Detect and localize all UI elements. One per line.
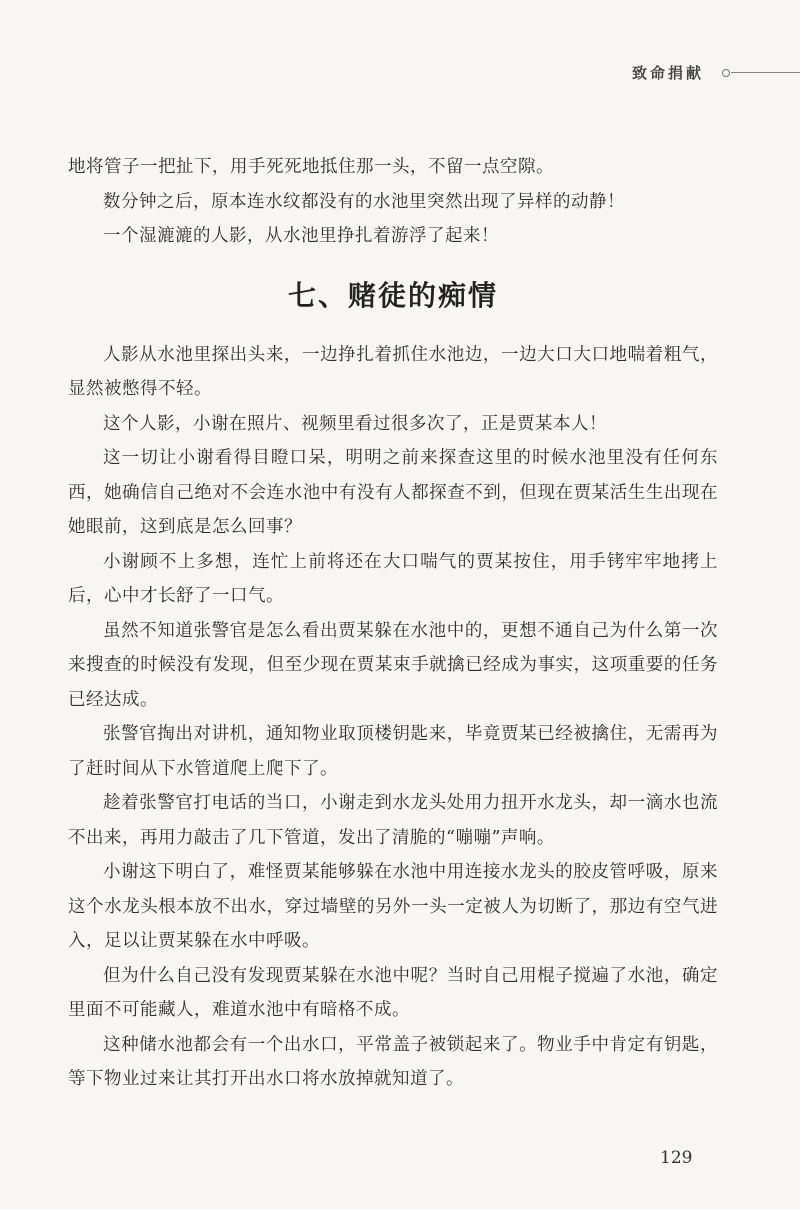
running-title: 致命捐献 (631, 64, 704, 82)
paragraph-continued: 地将管子一把扯下，用手死死地抵住那一头，不留一点空隙。 (68, 157, 554, 177)
paragraph: 这种储水池都会有一个出水口，平常盖子被锁起来了。物业手中肯定有钥匙，等下物业过来让其打开出水口将水放掉就知道了。 (68, 1034, 718, 1089)
paragraph: 这一切让小谢看得目瞪口呆，明明之前来探查这里的时候水池里没有任何东西，她确信自己绝对不会连水池中有没有人都探查不到，但现在贾某活生生出现在她眼前，这到底是怎么回事？ (68, 448, 718, 537)
paragraph: 一个湿漉漉的人影，从水池里挣扎着游浮了起来！ (103, 226, 499, 246)
body-text (68, 150, 718, 1097)
running-header (560, 62, 800, 86)
paragraph: 张警官掏出对讲机，通知物业取顶楼钥匙来，毕竟贾某已经被擒住，无需再为了赶时间从下水管道爬上爬下了。 (68, 724, 718, 779)
paragraph: 这个人影，小谢在照片、视频里看过很多次了，正是贾某本人！ (103, 413, 607, 434)
paragraph: 虽然不知道张警官是怎么看出贾某躲在水池中的，更想不通自己为什么第一次来搜查的时候没有发现，但至少现在贾某束手就擒已经成为事实，这项重要的任务已经达成。 (68, 620, 718, 710)
paragraph: 小谢这下明白了，难怪贾某能够躲在水池中用连接水龙头的胶皮管呼吸，原来这个水龙头根本放不出水，穿过墙壁的另外一头一定被人为切断了，那边有空气进入，足以让贾某躲在水中呼吸。 (68, 862, 718, 951)
paragraph: 人影从水池里探出头来，一边挣扎着抓住水池边，一边大口大口地喘着粗气，显然被憋得不轻。 (68, 344, 718, 399)
paragraph: 趁着张警官打电话的当口，小谢走到水龙头处用力扭开水龙头，却一滴水也流不出来，再用力敲击了几下管道，发出了清脆的“嘣嘣”声响。 (68, 793, 718, 848)
paragraph: 但为什么自己没有发现贾某躲在水池中呢？当时自己用棍子搅遍了水池，确定里面不可能藏人，难道水池中有暗格不成。 (68, 965, 718, 1020)
header-ornament (722, 72, 800, 74)
paragraph: 小谢顾不上多想，连忙上前将还在大口喘气的贾某按住，用手铐牢牢地拷上后，心中才长舒了一口气。 (68, 551, 718, 606)
chapter-title: 七、赌徒的痴情 (287, 278, 498, 312)
header-ornament-rule (731, 72, 800, 73)
paragraph: 数分钟之后，原本连水纹都没有的水池里突然出现了异样的动静！ (103, 191, 625, 212)
header-ornament-circle (722, 69, 730, 77)
page-number: 129 (660, 1148, 693, 1168)
